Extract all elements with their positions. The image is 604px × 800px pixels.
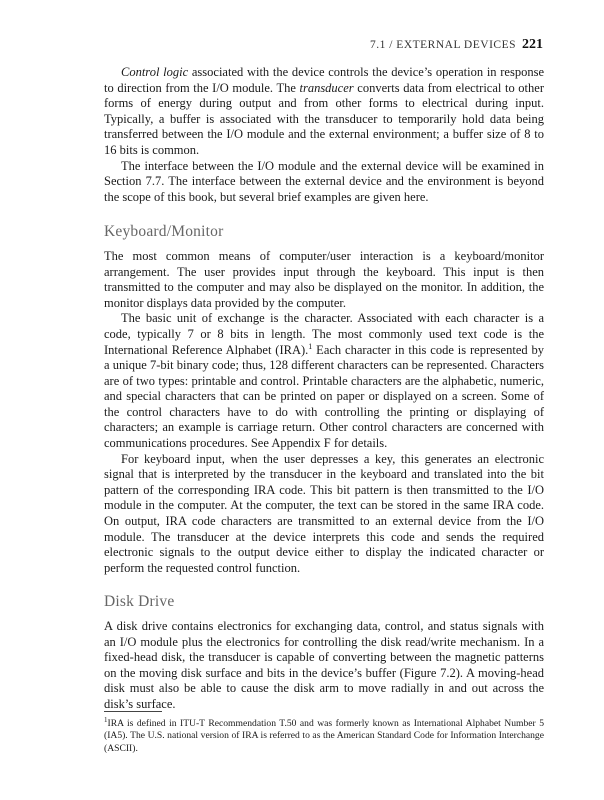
running-head xyxy=(370,37,543,53)
page-number: 221 xyxy=(522,37,543,52)
section-heading-keyboard: Keyboard/Monitor xyxy=(104,223,224,241)
section-heading-disk-drive: Disk Drive xyxy=(104,593,175,611)
footnote-divider xyxy=(104,711,162,712)
intro-paragraph-2: The interface between the I/O module and the external device will be examined in Section 7.7. The interface between the external device and the environment is beyond the scope of this book, but several brief examples are given here. xyxy=(104,158,544,204)
emphasis-control-logic: Control logic xyxy=(121,65,189,79)
keyboard-paragraph-2: The basic unit of exchange is the character. Associated with each character is a code, typically 7 or 8 bits in length. The most commonly used text code is the International Reference Alphabet (IRA).$^1$ Each character in this code is represented by a unique 7-bit binary code; thus, 128 different characters can be represented. Characters are of two types: printable and control. Printable characters are the alphabetic, numeric, and special characters that can be printed on paper or displayed on a screen. Some of the control characters have to do with controlling the printing or displaying of characters; an example is carriage return. Other control characters are concerned with communications procedures. See Appendix F for details. xyxy=(104,311,545,451)
footnote-text: IRA is defined in ITU-T Recommendation T.50 and was formerly known as International Alphabet Number 5 (IA5). The U.S. national version of IRA is referred to as the American Standard Code for Information Interchange (ASCII). xyxy=(104,718,544,754)
footnote-reference: 1 xyxy=(308,341,313,351)
intro-paragraph-1: Control logic associated with the device controls the device’s operation in response to direction from the I/O module. The transducer converts data from electrical to other forms of energy during output and from other forms to electrical during input. Typically, a buffer is associated with the transducer to temporarily hold data being transferred between the I/O module and the external environment; a buffer size of 8 to 16 bits is common. xyxy=(104,65,544,157)
footnote-marker: 1 xyxy=(104,715,108,724)
emphasis-transducer: transducer xyxy=(299,80,354,95)
keyboard-paragraph-3: For keyboard input, when the user depresses a key, this generates an electronic signal that is interpreted by the transducer in the keyboard and translated into the bit pattern of the corresponding IRA code. This bit pattern is then transmitted to the I/O module in the computer. At the computer, the text can be stored in the same IRA code. On output, IRA code characters are transmitted to an external device from the I/O module. The transducer at the device interprets this code and sends the required electronic signals to the output device either to display the indicated character or perform the requested control function. xyxy=(104,451,544,575)
body-text xyxy=(104,65,544,713)
running-head-section: 7.1 / EXTERNAL DEVICES xyxy=(369,39,516,51)
footnote xyxy=(104,715,544,755)
disk-paragraph-1: A disk drive contains electronics for exchanging data, control, and status signals with an I/O module plus the electronics for controlling the disk read/write mechanism. In a fixed-head disk, the transducer is capable of converting between the magnetic patterns on the moving disk surface and bits in the device’s buffer (Figure 7.2). A moving-head disk must also be able to cause the disk arm to move radially in and out across the disk’s surface. xyxy=(104,619,544,711)
keyboard-paragraph-1: The most common means of computer/user interaction is a keyboard/monitor arrangement. The user provides input through the keyboard. This input is then transmitted to the computer and may also be displayed on the monitor. In addition, the monitor displays data provided by the computer. xyxy=(104,248,544,310)
